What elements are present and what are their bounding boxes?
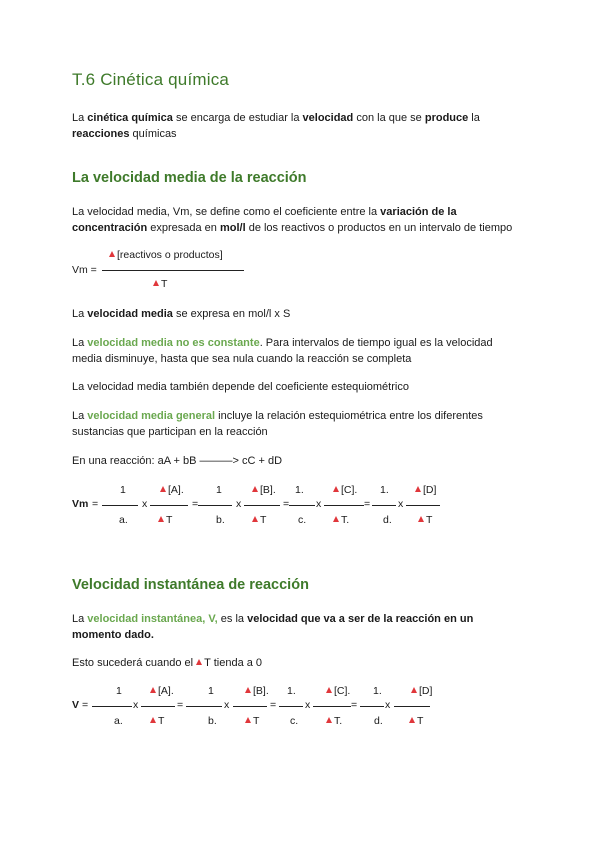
delta-icon — [252, 486, 258, 492]
coef-num: 1. — [380, 484, 389, 496]
velocidad-media-definition: La velocidad media, Vm, se define como el coeficiente entre la variación de la concentración expresada en mol/l de los reactivos o productos en un intervalo de tiempo — [72, 206, 513, 234]
units-paragraph: La velocidad media se expresa en mol/l x S — [72, 308, 291, 320]
dt-den: T — [245, 715, 259, 727]
eq-equals: = — [82, 699, 89, 711]
dt-den: T. — [326, 715, 342, 727]
eq-lhs: V — [72, 699, 80, 711]
general-paragraph: La velocidad media general incluye la relación estequiométrica entre los diferentes sustancias que participan en la reacción — [72, 410, 483, 438]
times-sign: x — [224, 699, 230, 711]
section-heading-velocidad-media: La velocidad media de la reacción — [72, 170, 307, 186]
delta-icon — [252, 516, 258, 522]
delta-icon — [153, 280, 159, 286]
delta-icon — [326, 717, 332, 723]
eq-equals: = — [270, 699, 277, 711]
times-sign: x — [385, 699, 391, 711]
dt-den: T. — [333, 514, 349, 526]
coef-den: a. — [119, 514, 128, 526]
delta-icon — [160, 486, 166, 492]
conc-num: [C]. — [326, 685, 350, 697]
eq-equals: = — [192, 498, 199, 510]
vm-lhs: Vm = — [72, 264, 97, 276]
section-heading-velocidad-instantanea: Velocidad instantánea de reacción — [72, 577, 309, 593]
times-sign: x — [398, 498, 404, 510]
times-sign: x — [133, 699, 139, 711]
dt-den: T — [158, 514, 172, 526]
delta-icon — [326, 687, 332, 693]
conc-num: [C]. — [333, 484, 357, 496]
not-constant-paragraph: La velocidad media no es constante. Para intervalos de tiempo igual es la velocidad media disminuye, hasta que sea nula cuando la reacción se completa — [72, 337, 493, 365]
vm-denominator: T — [153, 278, 167, 290]
stoich-paragraph: La velocidad media también depende del coeficiente estequiométrico — [72, 381, 409, 393]
eq-equals: = — [283, 498, 290, 510]
times-sign: x — [305, 699, 311, 711]
coef-num: 1 — [116, 685, 122, 697]
coef-den: b. — [208, 715, 217, 727]
reaction-equation: En una reacción: aA + bB ———> cC + dD — [72, 455, 283, 467]
delta-icon — [418, 516, 424, 522]
velocidad-instantanea-definition: La velocidad instantánea, V, es la velocidad que va a ser de la reacción en un momento dado. — [72, 613, 474, 641]
delta-icon — [415, 486, 421, 492]
coef-den: c. — [290, 715, 299, 727]
times-sign: x — [236, 498, 242, 510]
intro-paragraph: La cinética química se encarga de estudiar la velocidad con la que se produce la reacciones químicas — [72, 112, 480, 140]
eq-equals: = — [92, 498, 99, 510]
conc-num: [A]. — [150, 685, 174, 697]
delta-icon — [411, 687, 417, 693]
coef-num: 1. — [295, 484, 304, 496]
delta-icon — [150, 717, 156, 723]
dt-den: T — [418, 514, 432, 526]
eq-lhs: Vm — [72, 498, 89, 510]
times-sign: x — [142, 498, 148, 510]
coef-num: 1 — [208, 685, 214, 697]
dt-den: T — [252, 514, 266, 526]
coef-den: b. — [216, 514, 225, 526]
conc-num: [D] — [415, 484, 436, 496]
dt-den: T — [409, 715, 423, 727]
eq-equals: = — [364, 498, 371, 510]
coef-num: 1. — [373, 685, 382, 697]
delta-icon — [150, 687, 156, 693]
dt-den: T — [150, 715, 164, 727]
delta-icon — [109, 251, 115, 257]
limit-paragraph: Esto sucederá cuando el T tienda a 0 — [72, 657, 263, 669]
delta-icon — [333, 486, 339, 492]
fraction-bar — [102, 270, 244, 271]
eq-equals: = — [177, 699, 184, 711]
delta-icon — [409, 717, 415, 723]
coef-num: 1. — [287, 685, 296, 697]
times-sign: x — [316, 498, 322, 510]
delta-icon — [333, 516, 339, 522]
coef-den: a. — [114, 715, 123, 727]
conc-num: [A]. — [160, 484, 184, 496]
coef-den: c. — [298, 514, 307, 526]
delta-icon — [158, 516, 164, 522]
coef-num: 1 — [216, 484, 222, 496]
conc-num: [B]. — [252, 484, 276, 496]
conc-num: [B]. — [245, 685, 269, 697]
delta-icon — [196, 659, 202, 665]
coef-den: d. — [374, 715, 383, 727]
coef-num: 1 — [120, 484, 126, 496]
page-title: T.6 Cinética química — [72, 70, 230, 89]
delta-icon — [245, 687, 251, 693]
delta-icon — [245, 717, 251, 723]
conc-num: [D] — [411, 685, 432, 697]
coef-den: d. — [383, 514, 392, 526]
eq-equals: = — [351, 699, 358, 711]
vm-numerator: [reactivos o productos] — [109, 249, 223, 261]
